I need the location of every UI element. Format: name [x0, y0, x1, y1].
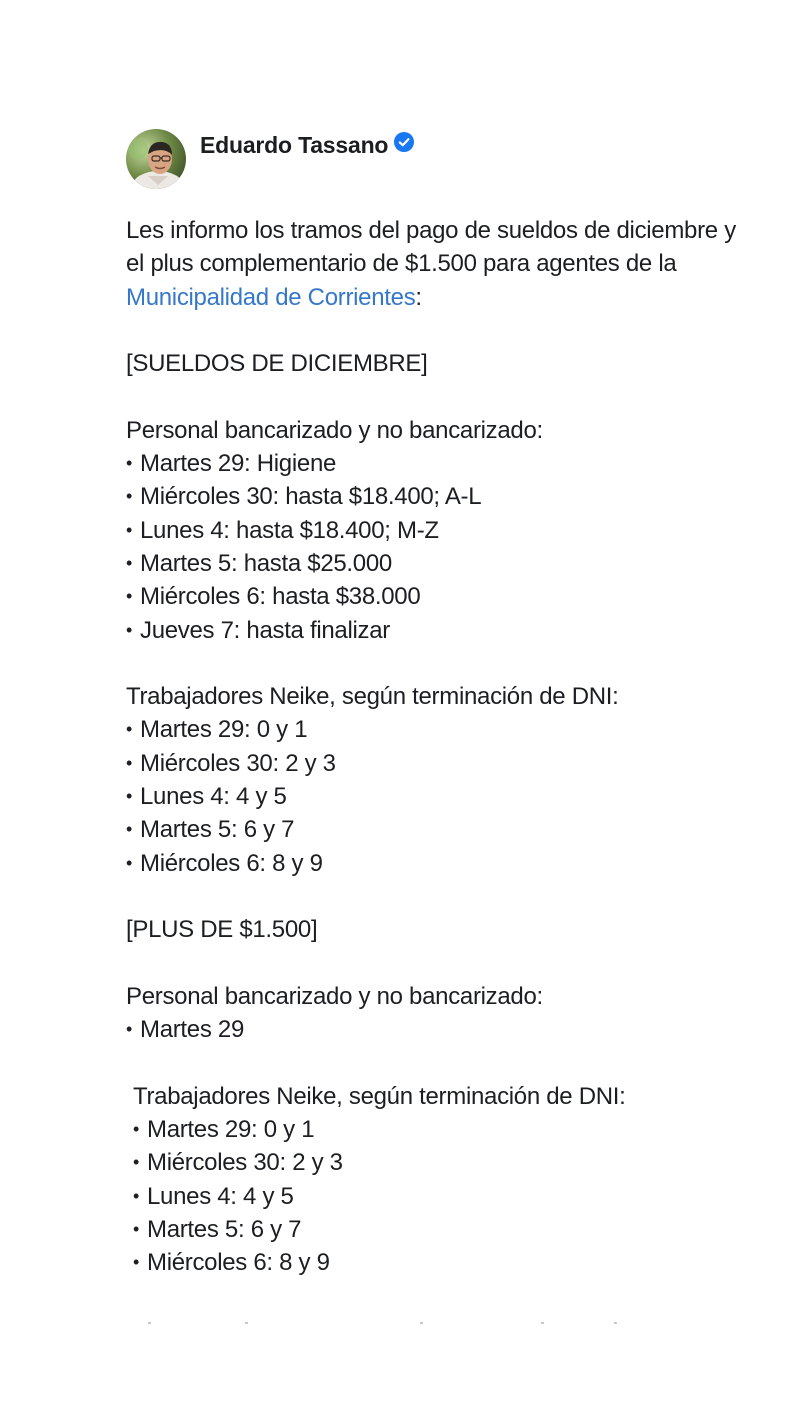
- list-item: • Lunes 4: 4 y 5: [126, 1180, 746, 1213]
- facebook-post: [126, 128, 746, 1280]
- footer-divider: [0, 1322, 800, 1326]
- section-title-plus: [PLUS DE $1.500]: [126, 916, 318, 944]
- list-item: • Miércoles 6: hasta $38.000: [126, 580, 746, 613]
- avatar[interactable]: [126, 129, 186, 189]
- section-title-sueldos: [SUELDOS DE DICIEMBRE]: [126, 350, 428, 378]
- group-title-personal: Personal bancarizado y no bancarizado:: [126, 416, 543, 444]
- group-title-neike: Trabajadores Neike, según terminación de DNI:: [133, 1082, 626, 1110]
- list-item: • Miércoles 30: hasta $18.400; A-L: [126, 480, 746, 513]
- list-item: • Martes 29: Higiene: [126, 447, 746, 480]
- post-body: [126, 214, 746, 1280]
- list-item: • Miércoles 30: 2 y 3: [126, 1146, 746, 1179]
- list-item: • Martes 5: 6 y 7: [126, 813, 746, 846]
- intro-text: Les informo los tramos del pago de sueldos de diciembre y el plus complementario de $1.500 para agentes de la: [126, 217, 736, 278]
- author-name[interactable]: [200, 132, 414, 159]
- list-item: • Jueves 7: hasta finalizar: [126, 614, 746, 647]
- list-item: • Martes 29: 0 y 1: [126, 1113, 746, 1146]
- municipalidad-link[interactable]: Municipalidad de Corrientes: [126, 283, 416, 311]
- author-name-text[interactable]: Eduardo Tassano: [200, 131, 389, 158]
- list-item: • Martes 5: hasta $25.000: [126, 547, 746, 580]
- avatar-image: [126, 129, 186, 189]
- intro-paragraph: [126, 214, 746, 314]
- list-item: • Martes 29: 0 y 1: [126, 713, 746, 746]
- list-item: • Miércoles 6: 8 y 9: [126, 1246, 746, 1279]
- group-title-personal: Personal bancarizado y no bancarizado:: [126, 982, 543, 1010]
- list-item: • Lunes 4: 4 y 5: [126, 780, 746, 813]
- list-item: • Miércoles 30: 2 y 3: [126, 747, 746, 780]
- verified-check-icon: [394, 131, 414, 158]
- list-item: • Miércoles 6: 8 y 9: [126, 847, 746, 880]
- group-title-neike: Trabajadores Neike, según terminación de DNI:: [126, 683, 619, 711]
- intro-colon: :: [415, 283, 422, 311]
- list-item: • Martes 5: 6 y 7: [126, 1213, 746, 1246]
- list-item: • Martes 29: [126, 1013, 746, 1046]
- list-item: • Lunes 4: hasta $18.400; M-Z: [126, 514, 746, 547]
- post-header: [126, 128, 746, 190]
